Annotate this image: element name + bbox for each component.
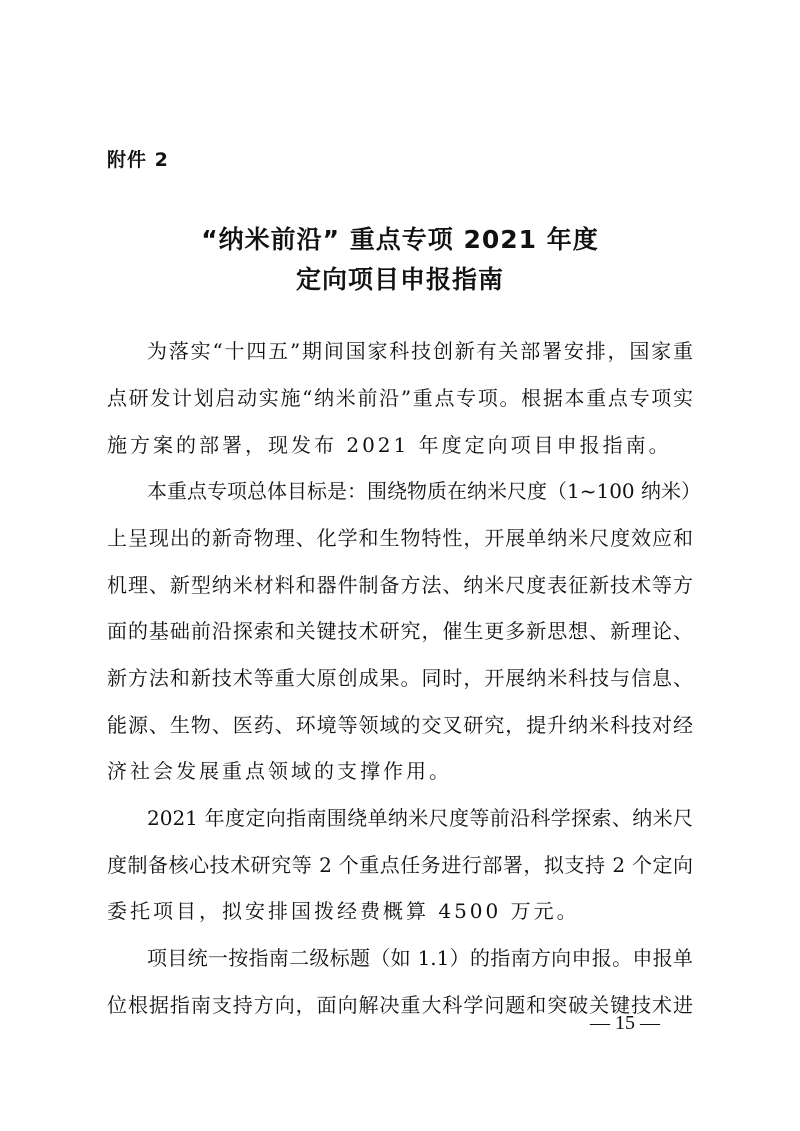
paragraph-line: 度制备核心技术研究等 2 个重点任务进行部署，拟支持 2 个定向 xyxy=(107,853,693,877)
paragraph-line: 点研发计划启动实施“纳米前沿”重点专项。根据本重点专项实 xyxy=(107,386,693,410)
paragraph-line: 委托项目，拟安排国拨经费概算 4500 万元。 xyxy=(107,899,580,923)
paragraph-line: 面的基础前沿探索和关键技术研究，催生更多新思想、新理论、 xyxy=(107,619,693,643)
paragraph-line: 上呈现出的新奇物理、化学和生物特性，开展单纳米尺度效应和 xyxy=(107,526,693,550)
paragraph-line: 位根据指南支持方向，面向解决重大科学问题和突破关键技术进 xyxy=(107,993,693,1017)
paragraph-line: 项目统一按指南二级标题（如 1.1）的指南方向申报。申报单 xyxy=(147,946,693,970)
paragraph-line: 济社会发展重点领域的支撑作用。 xyxy=(107,759,452,783)
title-line-2: 定向项目申报指南 xyxy=(295,265,504,294)
paragraph-line: 2021 年度定向指南围绕单纳米尺度等前沿科学探索、纳米尺 xyxy=(147,806,693,830)
paragraph-line: 为落实“十四五”期间国家科技创新有关部署安排，国家重 xyxy=(147,339,693,363)
paragraph-line: 能源、生物、医药、环境等领域的交叉研究，提升纳米科技对经 xyxy=(107,713,693,737)
paragraph-line: 施方案的部署，现发布 2021 年度定向项目申报指南。 xyxy=(107,433,672,457)
paragraph-line: 新方法和新技术等重大原创成果。同时，开展纳米科技与信息、 xyxy=(107,666,693,690)
attachment-label: 附件 2 xyxy=(107,149,169,171)
page-number: — 15 — xyxy=(590,1012,660,1034)
paragraph-line: 机理、新型纳米材料和器件制备方法、纳米尺度表征新技术等方 xyxy=(107,573,693,597)
title-line-1: “纳米前沿” 重点专项 2021 年度 xyxy=(201,225,599,254)
paragraph-line: 本重点专项总体目标是：围绕物质在纳米尺度（1~100 纳米） xyxy=(147,479,702,503)
